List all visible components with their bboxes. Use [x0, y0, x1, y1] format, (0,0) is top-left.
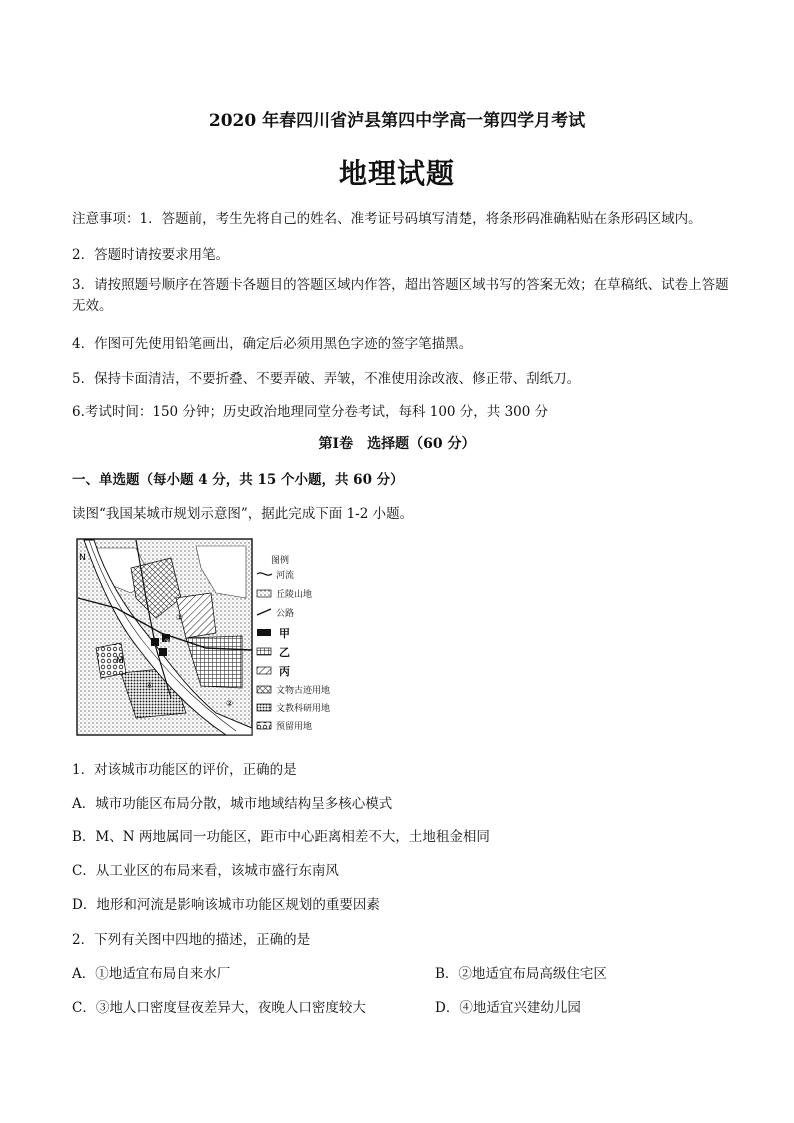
question-2-option-c: C．③地人口密度昼夜差异大，夜晚人口密度较大: [72, 1000, 366, 1016]
question-1-option-b: B．M、N 两地属同一功能区，距市中心距离相差不大，土地租金相同: [72, 829, 490, 845]
bing-icon: [257, 667, 271, 674]
zone-jia: [159, 648, 167, 656]
notice-5: 5．保持卡面清洁，不要折叠、不要弄破、弄皱，不准使用涂改液、修正带、刮纸刀。: [72, 371, 581, 387]
legend-road: 公路: [276, 609, 295, 619]
legend-hill: 丘陵山地: [276, 590, 313, 600]
legend-education: 文教科研用地: [276, 704, 331, 714]
legend-yi: 乙: [279, 646, 290, 659]
notice-6: 6.考试时间：150 分钟；历史政治地理同堂分卷考试，每科 100 分，共 300 分: [72, 404, 549, 420]
education-icon: [257, 704, 271, 711]
reserved-icon: [257, 722, 271, 729]
notice-3: 3．请按照题号顺序在答题卡各题目的答题区域内作答，超出答题区域书写的答案无效；在草稿纸、试卷上答题无效。: [72, 277, 729, 314]
yi-icon: [257, 648, 271, 655]
marker-1: ①: [176, 613, 184, 622]
question-1-option-a: A．城市功能区布局分散，城市地域结构呈多核心模式: [72, 796, 393, 812]
question-2-option-d: D．④地适宜兴建幼儿园: [435, 1000, 581, 1016]
notice-2: 2．答题时请按要求用笔。: [72, 247, 230, 263]
section-title: 第Ⅰ卷 选择题（60 分）: [318, 436, 476, 452]
question-2-option-a: A．①地适宜布局自来水厂: [72, 966, 231, 982]
marker-3: ③: [164, 638, 171, 646]
river-icon: [257, 573, 272, 575]
subject-title: 地理试题: [338, 157, 455, 190]
question-1-option-d: D．地形和河流是影响该城市功能区规划的重要因素: [72, 897, 380, 913]
notice-4: 4．作图可先使用铅笔画出，确定后必须用黑色字迹的签字笔描黑。: [72, 336, 473, 352]
jia-icon: [257, 629, 271, 636]
city-planning-map: [76, 538, 356, 736]
marker-4: ④: [146, 681, 154, 690]
exam-title: 2020 年春四川省泸县第四中学高一第四学月考试: [208, 111, 586, 131]
reading-instruction: 读图“我国某城市规划示意图”，据此完成下面 1-2 小题。: [72, 506, 414, 522]
question-2-stem: 2．下列有关图中四地的描述，正确的是: [72, 932, 311, 948]
road-icon: [257, 609, 271, 615]
marker-n: N: [79, 553, 86, 563]
legend-river: 河流: [276, 571, 295, 581]
question-1-stem: 1．对该城市功能区的评价，正确的是: [72, 762, 297, 778]
question-1-option-c: C．从工业区的布局来看，该城市盛行东南风: [72, 863, 339, 879]
zone-jia: [151, 638, 159, 646]
legend-bing: 丙: [279, 665, 290, 678]
hill-icon: [257, 590, 271, 597]
part-heading: 一、单选题（每小题 4 分，共 15 个小题，共 60 分）: [72, 472, 404, 488]
marker-2: ②: [226, 699, 234, 708]
legend-jia: 甲: [279, 627, 290, 640]
marker-m: M: [116, 656, 124, 666]
question-2-option-b: B．②地适宜布局高级住宅区: [435, 966, 607, 982]
notice-1: 注意事项：1．答题前，考生先将自己的姓名、准考证号码填写清楚，将条形码准确粘贴在条形码区域内。: [72, 211, 702, 227]
legend-reserved: 预留用地: [276, 722, 313, 732]
legend-title: 图例: [271, 556, 290, 566]
heritage-icon: [257, 686, 271, 693]
legend-heritage: 文物古迹用地: [276, 686, 331, 696]
map-legend: [257, 554, 330, 732]
